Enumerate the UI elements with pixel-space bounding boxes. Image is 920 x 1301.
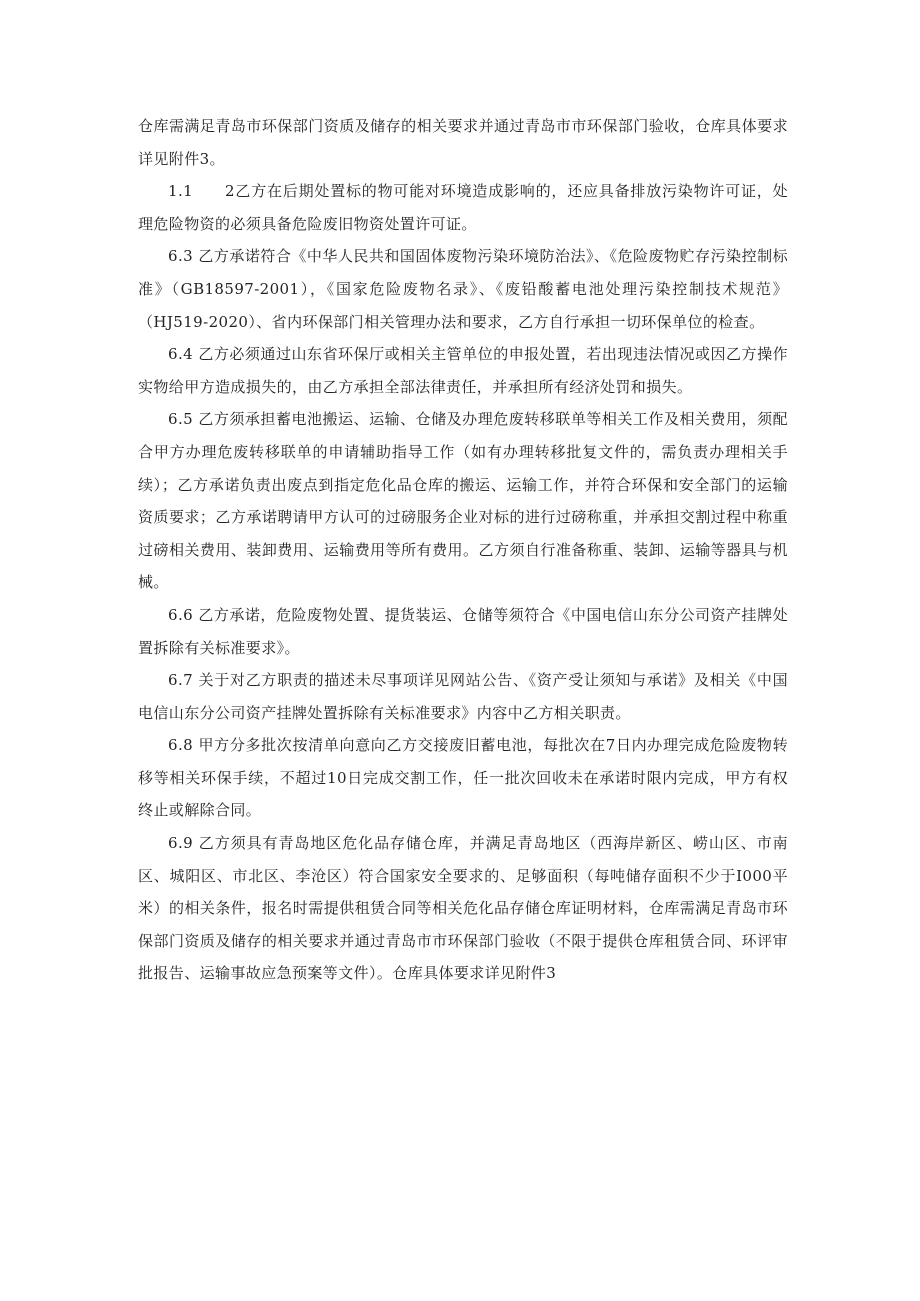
- document-body: [138, 110, 788, 990]
- paragraph-6-4: 6.4 乙方必须通过山东省环保厅或相关主管单位的申报处置，若出现违法情况或因乙方操作实物给甲方造成损失的，由乙方承担全部法律责任，并承担所有经济处罚和损失。: [138, 345, 788, 396]
- paragraph-6-8: 6.8 甲方分多批次按清单向意向乙方交接废旧蓄电池，每批次在7日内办理完成危险废物转移等相关环保手续，不超过10日完成交割工作，任一批次回收未在承诺时限内完成，甲方有权终止或解除合同。: [138, 736, 788, 820]
- paragraph-6-3: 6.3 乙方承诺符合《中华人民共和国固体废物污染环境防治法》、《危险废物贮存污染控制标准》（GB18597-2001），《国家危险废物名录》、《废铅酸蓄电池处理污染控制技术规范》（HJ519-2020）、省内环保部门相关管理办法和要求，乙方自行承担一切环保单位的检查。: [138, 247, 788, 331]
- paragraph-6-5: 6.5 乙方须承担蓄电池搬运、运输、仓储及办理危废转移联单等相关工作及相关费用，须配合甲方办理危废转移联单的申请辅助指导工作（如有办理转移批复文件的，需负责办理相关手续）；乙方承诺负责出废点到指定危化品仓库的搬运、运输工作，并符合环保和安全部门的运输资质要求；乙方承诺聘请甲方认可的过磅服务企业对标的进行过磅称重，并承担交割过程中称重过磅相关费用、装卸费用、运输费用等所有费用。乙方须自行准备称重、装卸、运输等器具与机械。: [138, 410, 788, 592]
- paragraph-6-9: 6.9 乙方须具有青岛地区危化品存储仓库，并满足青岛地区（西海岸新区、崂山区、市南区、城阳区、市北区、李沧区）符合国家安全要求的、足够面积（每吨储存面积不少于I000平米）的相关条件，报名时需提供租赁合同等相关危化品存储仓库证明材料，仓库需满足青岛市环保部门资质及储存的相关要求并通过青岛市市环保部门验收（不限于提供仓库租赁合同、环评审批报告、运输事故应急预案等文件）。仓库具体要求详见附件3: [138, 834, 788, 983]
- paragraph-6-6: 6.6 乙方承诺，危险废物处置、提货装运、仓储等须符合《中国电信山东分公司资产挂牌处置拆除有关标准要求》。: [138, 605, 788, 657]
- paragraph-1-1-permit: 1.1 2乙方在后期处置标的物可能对环境造成影响的，还应具备排放污染物许可证，处理危险物资的必须具备危险废旧物资处置许可证。: [138, 182, 788, 233]
- paragraph-6-7: 6.7 关于对乙方职责的描述未尽事项详见网站公告、《资产受让须知与承诺》及相关《中国电信山东分公司资产挂牌处置拆除有关标准要求》内容中乙方相关职责。: [138, 671, 788, 722]
- paragraph-warehouse-requirement-cont: 仓库需满足青岛市环保部门资质及储存的相关要求并通过青岛市市环保部门验收，仓库具体要求详见附件3。: [138, 117, 788, 168]
